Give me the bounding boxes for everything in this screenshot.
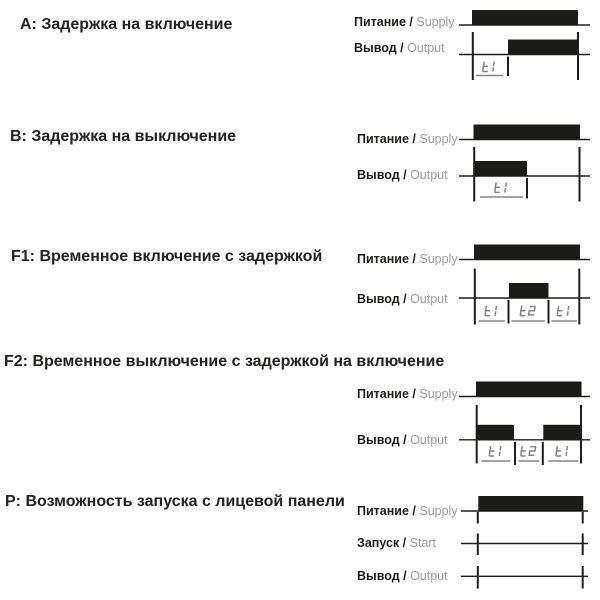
start-label-ru: Запуск /	[357, 536, 407, 550]
mode-a-title: A: Задержка на включение	[20, 16, 233, 33]
supply-label-ru: Питание /	[357, 252, 416, 266]
time-label-t1	[484, 306, 497, 316]
time-label-t1	[488, 446, 501, 456]
diagram-P	[461, 496, 588, 589]
supply-label-ru: Питание /	[357, 387, 416, 401]
diagram-F1	[459, 245, 590, 325]
output-label-ru: Вывод /	[357, 433, 407, 447]
supply-label-ru: Питание /	[357, 132, 416, 146]
time-label-t1	[494, 182, 507, 192]
output-label-en: Output	[407, 41, 445, 55]
time-label-t2	[519, 306, 535, 316]
output-label-ru: Вывод /	[354, 41, 404, 55]
diagram-A	[459, 10, 590, 80]
time-label-t1	[555, 446, 568, 456]
diagram-B	[459, 125, 590, 202]
supply-label-en: Supply	[419, 252, 458, 266]
output-label-ru: Вывод /	[357, 569, 407, 583]
output-label-en: Output	[410, 433, 448, 447]
time-label-t1	[556, 306, 569, 316]
time-label-t2	[520, 446, 536, 456]
mode-f1-title: F1: Временное включение с задержкой	[11, 248, 323, 265]
output-label-en: Output	[410, 168, 448, 182]
mode-b-title: B: Задержка на выключение	[10, 128, 237, 145]
output-label-en: Output	[410, 292, 448, 306]
start-label-en: Start	[409, 536, 437, 550]
supply-label-en: Supply	[419, 504, 458, 518]
diagram-F2	[459, 382, 590, 466]
supply-label-en: Supply	[419, 132, 458, 146]
time-label-t1	[482, 62, 495, 72]
mode-f2-title: F2: Временное выключение с задержкой на включение	[4, 353, 445, 370]
output-label-ru: Вывод /	[357, 292, 407, 306]
supply-label-ru: Питание /	[357, 504, 416, 518]
output-label-en: Output	[410, 569, 448, 583]
mode-p-title: P: Возможность запуска с лицевой панели	[5, 493, 345, 510]
supply-label-en: Supply	[419, 387, 458, 401]
supply-label-en: Supply	[416, 15, 455, 29]
output-label-ru: Вывод /	[357, 168, 407, 182]
supply-label-ru: Питание /	[354, 15, 413, 29]
